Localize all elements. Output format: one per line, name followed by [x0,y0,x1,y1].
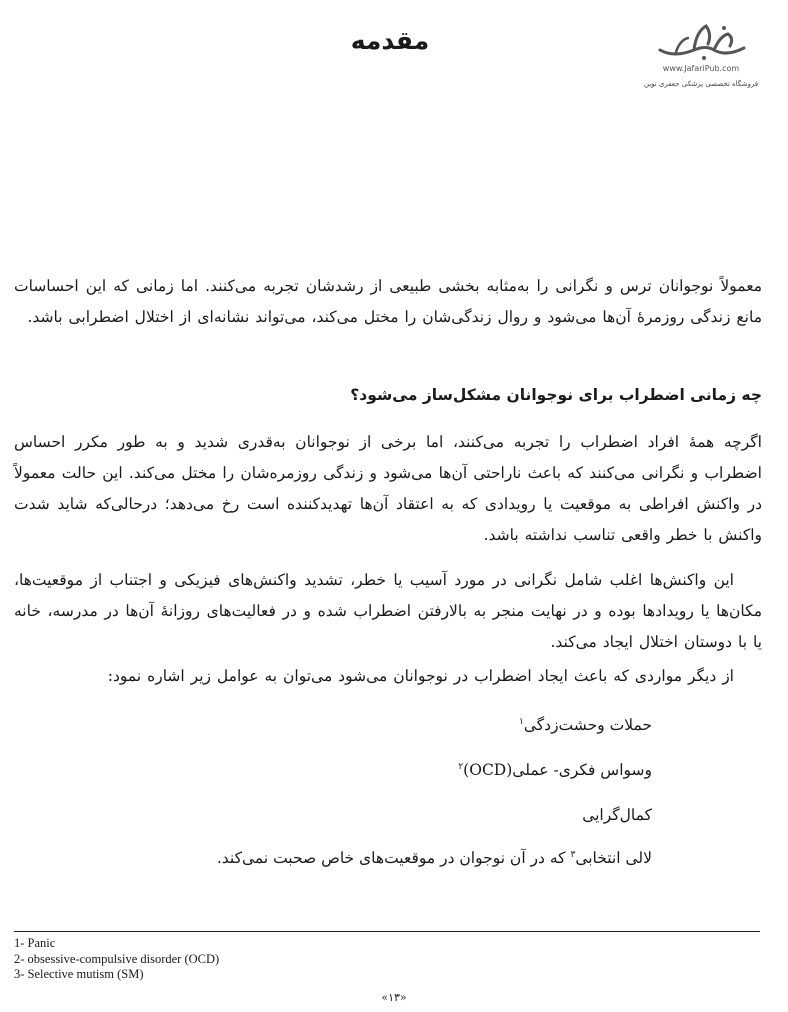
publisher-logo [636,20,766,100]
footnote-divider [14,931,760,932]
body-paragraph-3: از دیگر مواردی که باعث ایجاد اضطراب در نوجوانان می‌شود می‌توان به عوامل زیر اشاره نمود: [107,667,734,685]
footnote: 2- obsessive-compulsive disorder (OCD) [14,951,220,966]
page-number: «۱۳» [381,991,407,1004]
footnote-marker: ۱ [519,716,524,727]
section-heading: چه زمانی اضطراب برای نوجوانان مشکل‌ساز می‌شود؟ [350,386,762,404]
page-title: مقدمه [350,26,430,55]
body-paragraph-1: اگرچه همهٔ افراد اضطراب را تجربه می‌کنند، اما برخی از نوجوانان به‌قدری شدید و به طور مکرر احساس اضطراب و نگرانی می‌کنند که باعث ناراحتی آن‌ها می‌شود و زندگی روزمره‌شان را مختل می‌کند. این حالت معمولاً در واکنش افراطی به موقعیت یا رویدادی که به اعتقاد آن‌ها تهدیدکننده است رخ می‌دهد؛ درحالی‌که شاید شدت واکنش با خطر واقعی تناسب نداشته باشد. [14,433,762,544]
publisher-shop-name: فروشگاه تخصصی پزشکی جعفری نوین [643,80,759,88]
intro-paragraph: معمولاً نوجوانان ترس و نگرانی را به‌مثابه بخشی طبیعی از رشدشان تجربه می‌کنند. اما زمانی که این احساسات مانع زندگی روزمرهٔ آن‌ها می‌شود و روال زندگی‌شان را مختل می‌کند، می‌تواند نشانه‌ای از اختلال اضطرابی باشد. [14,277,762,326]
footnote: 3- Selective mutism (SM) [14,967,144,981]
footnotes [14,936,614,983]
list-item: لالی انتخابی$^۳$ که در آن نوجوان در موقعیت‌های خاص صحبت نمی‌کند. [216,849,652,867]
footnote-marker: ۲ [458,761,464,772]
list-item: حملات وحشت‌زدگی$^۱$ [519,716,652,734]
publisher-url: www.JafariPub.com [662,64,740,73]
list-item: وسواس فکری- عملی(OCD)$^۲$ [458,761,652,779]
footnote-marker: ۳ [570,849,576,860]
body-paragraph-2: این واکنش‌ها اغلب شامل نگرانی در مورد آسیب یا خطر، تشدید واکنش‌های فیزیکی و اجتناب از موقعیت‌ها، مکان‌ها یا رویدادها بوده و در نهایت منجر به بالارفتن اضطراب شده و در فعالیت‌های روزانهٔ آن‌ها در مدرسه، خانه یا با دوستان اختلال ایجاد می‌کند. [14,571,762,651]
jafari-calligraphy-logo-icon [654,20,750,62]
footnote: 1- Panic [14,936,56,950]
list-item: کمال‌گرایی [582,806,652,824]
